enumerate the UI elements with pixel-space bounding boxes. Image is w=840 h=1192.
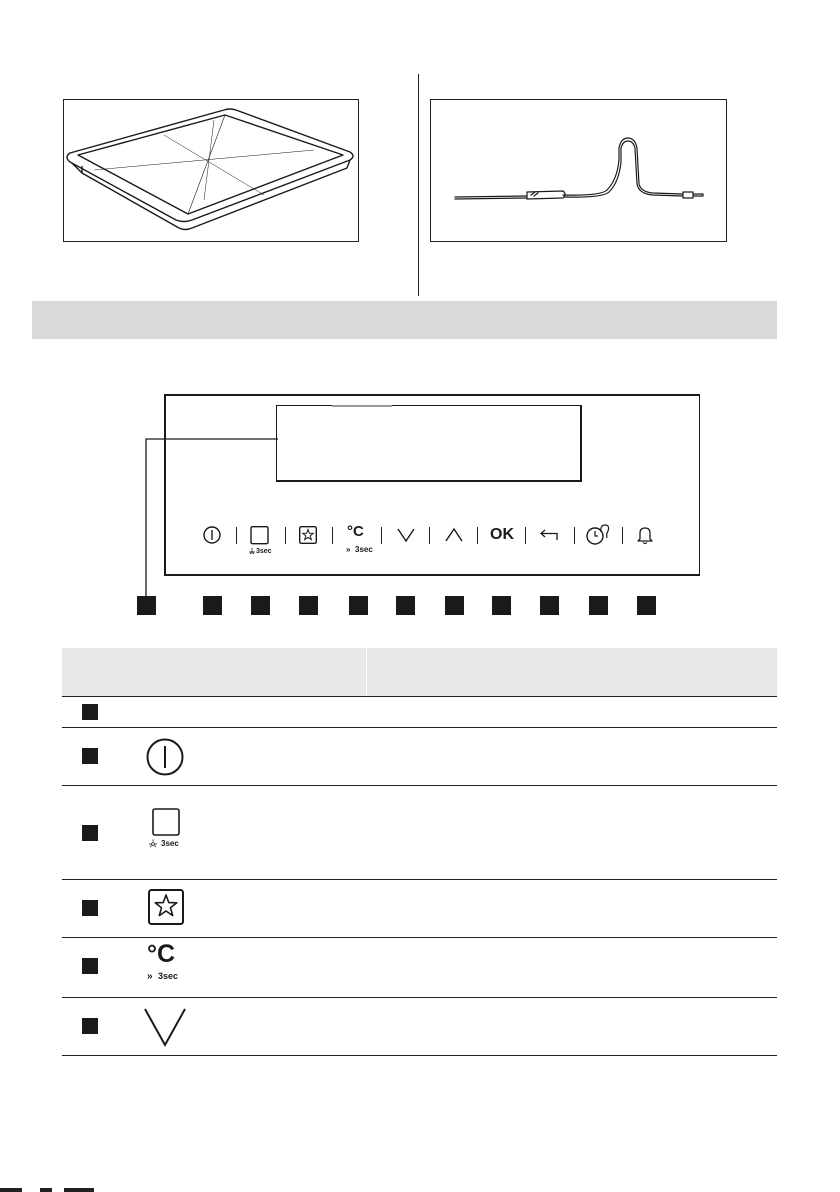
- fast-forward-icon: »: [147, 971, 153, 982]
- control-panel-display: [276, 405, 582, 482]
- separator: [332, 527, 333, 544]
- food-sensor-image: [430, 99, 727, 242]
- baking-tray-image: [63, 99, 359, 242]
- callout-marker: [137, 596, 156, 615]
- clock-timer-icon[interactable]: [586, 524, 612, 546]
- row-border: [62, 696, 777, 697]
- table-header-divider: [366, 648, 367, 696]
- page-footer-mark: [0, 1188, 22, 1192]
- separator: [429, 527, 430, 544]
- temperature-celsius-icon: °C: [347, 523, 364, 540]
- separator: [622, 527, 623, 544]
- row-border: [62, 997, 777, 998]
- page-footer-mark: [64, 1188, 94, 1192]
- callout-marker: [540, 596, 559, 615]
- temperature-row-icon: [147, 939, 191, 987]
- light-row-sublabel: 3sec: [161, 839, 179, 848]
- callout-marker: [637, 596, 656, 615]
- back-arrow-icon[interactable]: [540, 529, 560, 541]
- temperature-celsius-icon: °C: [147, 940, 176, 968]
- callout-marker: [445, 596, 464, 615]
- callout-marker: [589, 596, 608, 615]
- row-border: [62, 785, 777, 786]
- table-row-marker: [82, 825, 98, 841]
- food-sensor-icon: [431, 100, 726, 241]
- table-row-marker: [82, 958, 98, 974]
- light-button-sublabel: 3sec: [256, 548, 272, 555]
- light-button[interactable]: [249, 526, 271, 560]
- separator: [574, 527, 575, 544]
- separator: [285, 527, 286, 544]
- accessory-divider: [418, 74, 419, 296]
- row-border: [62, 937, 777, 938]
- bell-icon[interactable]: [637, 526, 653, 545]
- separator: [525, 527, 526, 544]
- callout-marker: [396, 596, 415, 615]
- table-row-marker: [82, 748, 98, 764]
- chevron-up-icon[interactable]: [445, 528, 463, 542]
- star-favourite-icon[interactable]: [299, 526, 317, 544]
- fast-forward-icon: »: [346, 545, 351, 554]
- separator: [477, 527, 478, 544]
- callout-marker: [492, 596, 511, 615]
- chevron-down-icon: [143, 1007, 187, 1047]
- row-border: [62, 879, 777, 880]
- star-favourite-icon: [148, 889, 184, 925]
- callout-marker: [349, 596, 368, 615]
- display-pointer-line: [140, 438, 280, 598]
- row-border: [62, 1055, 777, 1056]
- callout-marker: [251, 596, 270, 615]
- separator: [236, 527, 237, 544]
- chevron-down-icon[interactable]: [397, 528, 415, 542]
- table-header: [62, 648, 777, 696]
- power-icon: [146, 738, 184, 776]
- callout-marker: [203, 596, 222, 615]
- separator: [381, 527, 382, 544]
- temperature-button[interactable]: [346, 524, 380, 558]
- light-button-large: [149, 808, 185, 852]
- power-icon[interactable]: [203, 526, 221, 544]
- baking-tray-icon: [64, 100, 358, 241]
- temperature-row-sublabel: 3sec: [158, 971, 179, 981]
- table-row-marker: [82, 1018, 98, 1034]
- display-highlight: [332, 405, 392, 407]
- section-heading-bar: [32, 301, 777, 339]
- row-border: [62, 727, 777, 728]
- callout-marker: [299, 596, 318, 615]
- table-row-marker: [82, 704, 98, 720]
- table-row-marker: [82, 900, 98, 916]
- page-footer-mark: [40, 1188, 52, 1192]
- ok-icon[interactable]: OK: [490, 526, 514, 543]
- temperature-button-sublabel: 3sec: [355, 545, 373, 554]
